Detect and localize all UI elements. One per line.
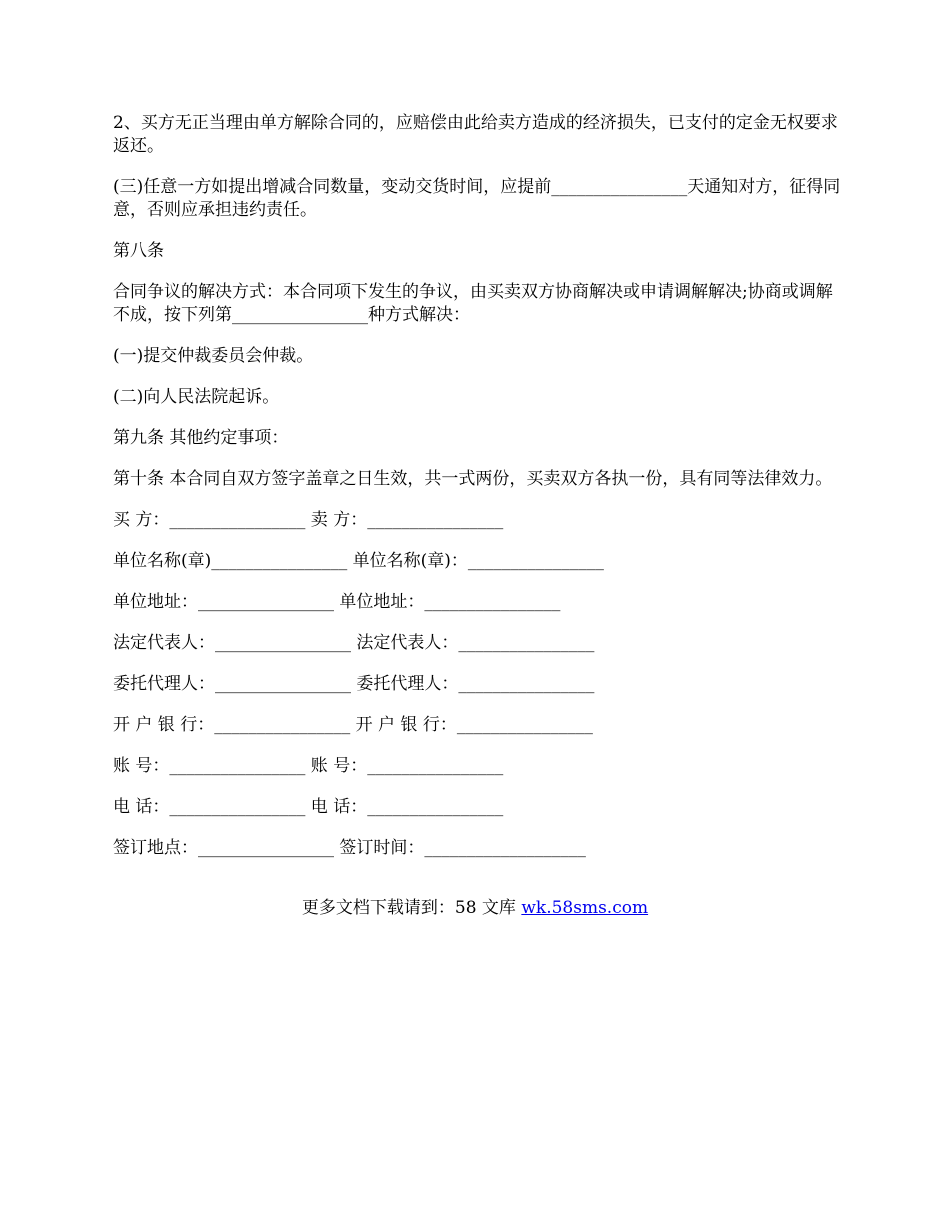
clause-quantity-change: (三)任意一方如提出增减合同数量，变动交货时间，应提前________________天通知对方，征得同意，否则应承担违约责任。	[113, 177, 841, 220]
footer-prefix: 更多文档下载请到：58 文库	[301, 898, 522, 918]
sign-row-phone: 电 话：________________ 电 话：________________	[113, 797, 504, 817]
footer-link[interactable]: wk.58sms.com	[521, 898, 649, 918]
sign-row-legal-rep: 法定代表人：________________ 法定代表人：________________	[113, 633, 595, 653]
sign-row-unit-address: 单位地址：________________ 单位地址：________________	[113, 592, 561, 612]
sign-row-account: 账 号：________________ 账 号：________________	[113, 756, 504, 776]
sign-row-place-time: 签订地点：________________ 签订时间：___________________	[113, 838, 586, 858]
sign-row-bank: 开 户 银 行：________________ 开 户 银 行：________________	[113, 715, 593, 735]
option-arbitration: (一)提交仲裁委员会仲裁。	[113, 346, 314, 366]
option-court: (二)向人民法院起诉。	[113, 387, 280, 407]
sign-row-parties: 买 方：________________ 卖 方：________________	[113, 510, 504, 530]
signature-block	[113, 509, 843, 860]
article-ten: 第十条 本合同自双方签字盖章之日生效，共一式两份，买卖双方各执一份，具有同等法律效力。	[113, 469, 833, 489]
sign-row-unit-name: 单位名称(章)________________ 单位名称(章)：________________	[113, 551, 604, 571]
sign-row-agent: 委托代理人：________________ 委托代理人：________________	[113, 674, 595, 694]
article-eight-heading: 第八条	[113, 241, 164, 261]
article-nine: 第九条 其他约定事项：	[113, 428, 289, 448]
clause-dispute-resolution: 合同争议的解决方式：本合同项下发生的争议，由买卖双方协商解决或申请调解解决;协商或调解不成，按下列第________________种方式解决：	[113, 282, 833, 325]
clause-buyer-termination: 2、买方无正当理由单方解除合同的，应赔偿由此给卖方造成的经济损失，已支付的定金无权要求返还。	[113, 113, 838, 156]
document-body	[113, 112, 843, 878]
download-footer	[0, 897, 950, 920]
